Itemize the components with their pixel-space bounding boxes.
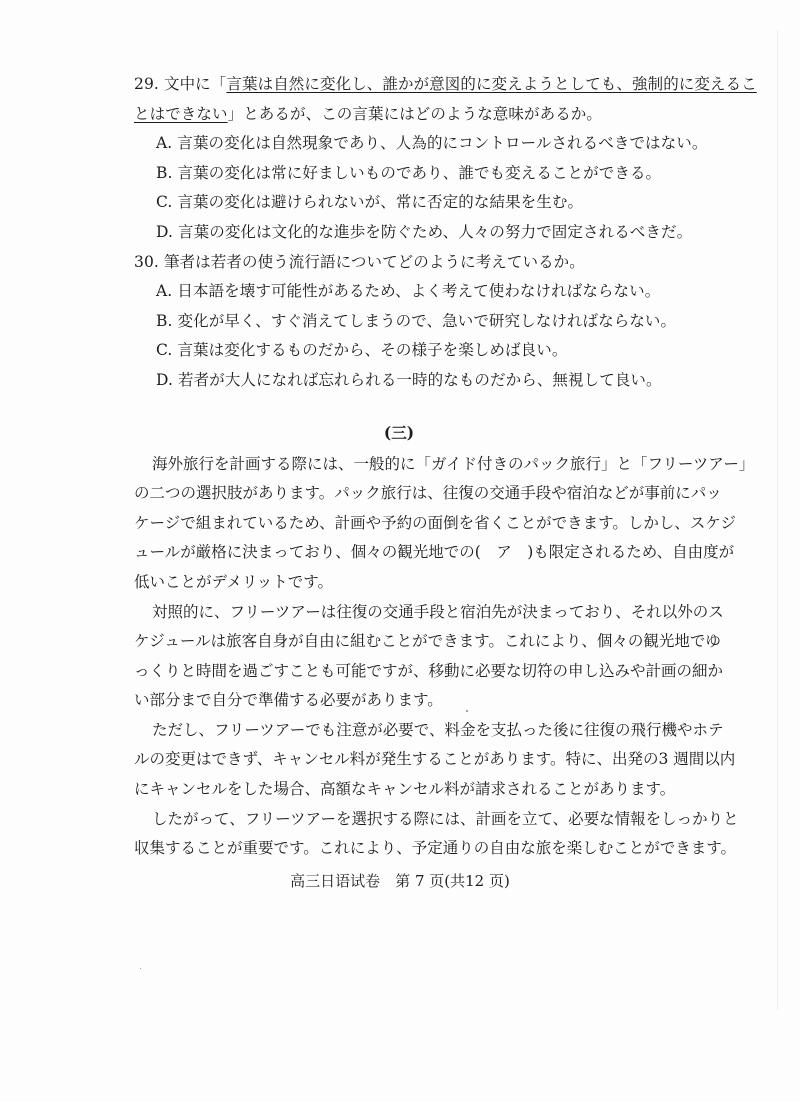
question-29-stem-line-2 [134,100,664,130]
paragraph-1-line: 低いことがデメリットです。 [134,572,334,591]
section-3-paragraph-4 [134,805,739,864]
question-30 [134,248,677,396]
question-30-option-a: A. 日本語を壊す可能性があるため、よく考えて使わなければならない。 [156,282,661,301]
question-30-option-c: C. 言葉は変化するものだから、その様子を楽しめば良い。 [156,341,568,360]
question-30-option-b: B. 変化が早く、すぐ消えてしまうので、急いで研究しなければならない。 [156,311,677,330]
question-29-quote-part-2: とはできない [134,104,228,123]
scan-speck [466,710,468,712]
paragraph-3-line: にキャンセルをした場合、高額なキャンセル料が請求されることがあります。 [134,780,676,799]
question-29-stem-suffix: 」とあるが、この言葉にはどのような意味があるか。 [227,104,603,123]
paragraph-3-line: ただし、フリーツアーでも注意が必要で、料金を支払った後に往復の飛行機やホテ [152,720,724,739]
page-footer: 高三日语试卷 第 7 页(共12 页) [290,872,510,890]
question-29 [134,70,757,248]
paragraph-1-line: ュールが厳格に決まっており、個々の観光地での( ア )も限定されるため、自由度が [134,543,735,562]
paragraph-4-line: 収集することが重要です。これにより、予定通りの自由な旅を楽しむことができます。 [134,839,737,858]
question-29-quote-part-1: 言葉は自然に変化し、誰かが意図的に変えようとしても、強制的に変えるこ [226,75,757,93]
scan-edge [777,30,778,1010]
paragraph-3-line: ルの変更はできず、キャンセル料が発生することがあります。特に、出発の3 週間以内 [134,750,736,769]
scan-speck [140,968,141,969]
paragraph-2-line: 対照的に、フリーツアーは往復の交通手段と宿泊先が決まっており、それ以外のス [152,602,724,621]
section-3-title: (三) [383,422,415,442]
paragraph-1-line: 海外旅行を計画する際には、一般的に「ガイド付きのパック旅行」と「フリーツアー」 [152,454,755,473]
question-29-option-c: C. 言葉の変化は避けられないが、常に否定的な結果を生む。 [156,193,584,212]
paragraph-4-line: したがって、フリーツアーを選択する際には、計画を立て、必要な情報をしっかりと [152,809,739,828]
question-29-option-a: A. 言葉の変化は自然現象であり、人為的にコントロールされるべきではない。 [156,134,708,153]
question-30-option-d: D. 若者が大人になれば忘れられる一時的なものだから、無視して良い。 [156,370,662,389]
question-29-option-d: D. 言葉の変化は文化的な進歩を防ぐため、人々の努力で固定されるべきだ。 [156,222,693,241]
question-29-stem-line-1 [134,70,757,100]
section-3-paragraph-3 [134,716,736,805]
page-content [134,70,757,864]
paragraph-1-line: の二つの選択肢があります。パック旅行は、往復の交通手段や宿泊などが事前にパッ [134,484,722,503]
paragraph-2-line: ケジュールは旅客自身が自由に組むことができます。これにより、個々の観光地でゆ [134,632,721,651]
section-3-paragraph-1 [134,450,755,598]
paragraph-1-line: ケージで組まれているため、計画や予約の面倒を省くことができます。しかし、スケジ [134,513,737,532]
question-30-stem: 30. 筆者は若者の使う流行語についてどのように考えているか。 [134,252,585,271]
section-3-paragraph-2 [134,598,724,716]
question-29-option-b: B. 言葉の変化は常に好ましいものであり、誰でも変えることができる。 [156,163,662,182]
question-29-number: 29. [134,75,159,93]
paragraph-2-line: い部分まで自分で準備する必要があります。 [134,691,443,710]
question-29-stem-prefix: 文中に「 [163,75,227,93]
paragraph-2-line: っくりと時間を過ごすことも可能ですが、移動に必要な切符の申し込みや計画の細か [134,661,724,680]
